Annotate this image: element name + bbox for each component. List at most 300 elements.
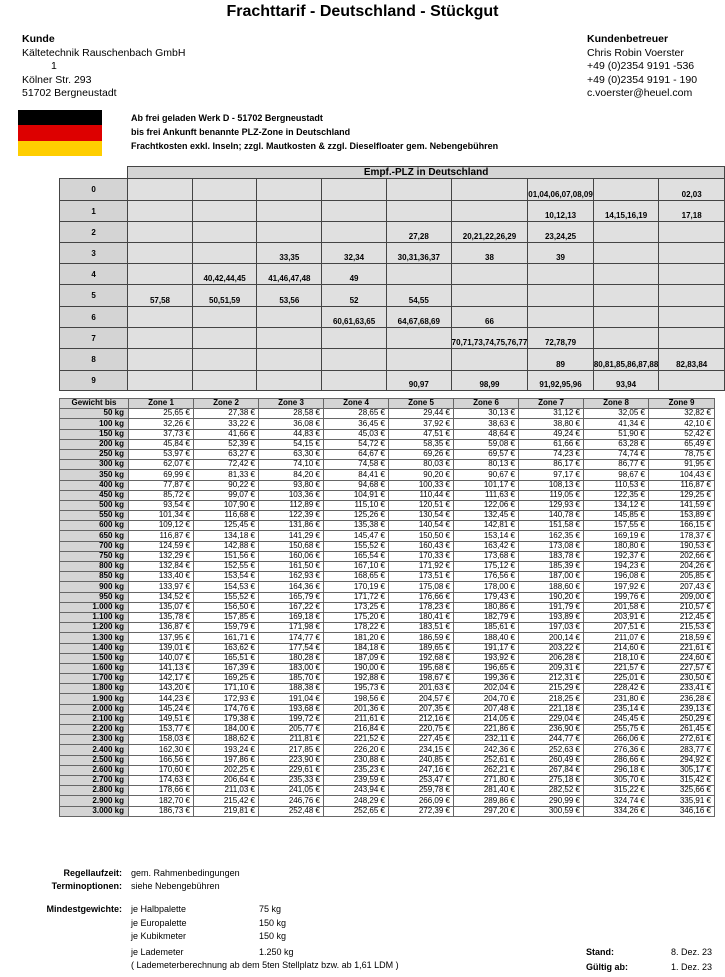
minimum-weights-label: Mindestgewichte: bbox=[46, 904, 122, 914]
price-cell: 160,06 € bbox=[259, 551, 324, 561]
plz-zone-cell: 66 bbox=[451, 307, 528, 328]
lademeter-note: ( Lademeterberechnung ab dem 5ten Stellplatz bzw. ab 1,61 LDM ) bbox=[131, 960, 399, 970]
price-cell: 180,80 € bbox=[584, 541, 649, 551]
plz-zone-cell bbox=[659, 222, 725, 243]
price-cell: 64,67 € bbox=[324, 449, 389, 459]
plz-zone-cell bbox=[659, 264, 725, 285]
table-row bbox=[60, 490, 715, 500]
price-cell: 233,41 € bbox=[649, 684, 715, 694]
min-weight-name: je Kubikmeter bbox=[131, 931, 187, 941]
table-row bbox=[60, 735, 715, 745]
price-cell: 198,67 € bbox=[389, 674, 454, 684]
price-cell: 141,13 € bbox=[129, 663, 194, 673]
weight-cell: 1.800 kg bbox=[60, 684, 129, 694]
price-cell: 150,50 € bbox=[389, 531, 454, 541]
plz-zone-cell bbox=[192, 307, 257, 328]
price-cell: 202,04 € bbox=[454, 684, 519, 694]
price-cell: 300,59 € bbox=[519, 806, 584, 816]
price-table bbox=[59, 398, 715, 817]
price-cell: 214,05 € bbox=[454, 714, 519, 724]
zone-column-header: Zone 8 bbox=[584, 399, 649, 409]
price-cell: 116,87 € bbox=[649, 480, 715, 490]
price-cell: 201,63 € bbox=[389, 684, 454, 694]
price-cell: 211,07 € bbox=[584, 633, 649, 643]
price-cell: 185,39 € bbox=[519, 562, 584, 572]
price-cell: 120,51 € bbox=[389, 500, 454, 510]
plz-prefix-label: 7 bbox=[60, 328, 128, 349]
price-cell: 174,77 € bbox=[259, 633, 324, 643]
plz-grid-header: Empf.-PLZ in Deutschland bbox=[128, 167, 725, 179]
price-cell: 86,17 € bbox=[519, 460, 584, 470]
price-cell: 32,26 € bbox=[129, 419, 194, 429]
price-cell: 229,61 € bbox=[259, 765, 324, 775]
weight-cell: 1.100 kg bbox=[60, 612, 129, 622]
table-row bbox=[60, 419, 715, 429]
price-cell: 74,23 € bbox=[519, 449, 584, 459]
price-cell: 207,35 € bbox=[389, 704, 454, 714]
price-cell: 133,97 € bbox=[129, 582, 194, 592]
price-cell: 193,68 € bbox=[259, 704, 324, 714]
price-cell: 153,54 € bbox=[194, 572, 259, 582]
price-cell: 235,23 € bbox=[324, 765, 389, 775]
price-cell: 38,80 € bbox=[519, 419, 584, 429]
price-cell: 243,94 € bbox=[324, 786, 389, 796]
price-cell: 165,54 € bbox=[324, 551, 389, 561]
price-cell: 289,86 € bbox=[454, 796, 519, 806]
price-cell: 171,98 € bbox=[259, 623, 324, 633]
price-cell: 69,57 € bbox=[454, 449, 519, 459]
price-cell: 174,63 € bbox=[129, 775, 194, 785]
price-cell: 232,11 € bbox=[454, 735, 519, 745]
price-cell: 187,09 € bbox=[324, 653, 389, 663]
price-cell: 72,42 € bbox=[194, 460, 259, 470]
customer-number: 1 bbox=[51, 60, 57, 72]
weight-cell: 1.700 kg bbox=[60, 674, 129, 684]
price-cell: 226,20 € bbox=[324, 745, 389, 755]
price-cell: 294,92 € bbox=[649, 755, 715, 765]
price-cell: 192,68 € bbox=[389, 653, 454, 663]
plz-zone-cell bbox=[451, 179, 528, 201]
plz-zone-cell bbox=[192, 243, 257, 264]
plz-zone-cell bbox=[659, 328, 725, 349]
price-cell: 324,74 € bbox=[584, 796, 649, 806]
price-cell: 150,68 € bbox=[259, 541, 324, 551]
price-cell: 98,67 € bbox=[584, 470, 649, 480]
min-weight-value: 75 kg bbox=[259, 904, 282, 914]
price-cell: 97,17 € bbox=[519, 470, 584, 480]
customer-street: Kölner Str. 293 bbox=[22, 73, 92, 86]
price-cell: 255,75 € bbox=[584, 725, 649, 735]
plz-zone-cell bbox=[451, 349, 528, 371]
price-cell: 173,68 € bbox=[454, 551, 519, 561]
price-cell: 140,07 € bbox=[129, 653, 194, 663]
plz-zone-cell: 89 bbox=[528, 349, 594, 371]
weight-cell: 2.200 kg bbox=[60, 725, 129, 735]
plz-grid-row bbox=[60, 371, 725, 391]
price-cell: 167,10 € bbox=[324, 562, 389, 572]
plz-prefix-label: 4 bbox=[60, 264, 128, 285]
price-cell: 219,81 € bbox=[194, 806, 259, 816]
weight-cell: 200 kg bbox=[60, 439, 129, 449]
price-cell: 252,48 € bbox=[259, 806, 324, 816]
price-cell: 195,73 € bbox=[324, 684, 389, 694]
price-cell: 62,07 € bbox=[129, 460, 194, 470]
price-cell: 145,24 € bbox=[129, 704, 194, 714]
plz-zone-cell bbox=[128, 243, 192, 264]
price-cell: 122,35 € bbox=[584, 490, 649, 500]
weight-cell: 2.100 kg bbox=[60, 714, 129, 724]
price-cell: 261,45 € bbox=[649, 725, 715, 735]
date-values bbox=[650, 945, 712, 974]
price-cell: 241,05 € bbox=[259, 786, 324, 796]
plz-zone-cell bbox=[192, 179, 257, 201]
price-cell: 132,45 € bbox=[454, 511, 519, 521]
weight-cell: 2.700 kg bbox=[60, 775, 129, 785]
price-cell: 175,12 € bbox=[454, 562, 519, 572]
plz-prefix-label: 2 bbox=[60, 222, 128, 243]
table-row bbox=[60, 602, 715, 612]
price-cell: 115,10 € bbox=[324, 500, 389, 510]
plz-zone-cell: 41,46,47,48 bbox=[257, 264, 322, 285]
price-cell: 122,39 € bbox=[259, 511, 324, 521]
price-cell: 101,17 € bbox=[454, 480, 519, 490]
price-cell: 116,68 € bbox=[194, 511, 259, 521]
price-cell: 44,83 € bbox=[259, 429, 324, 439]
price-cell: 37,73 € bbox=[129, 429, 194, 439]
price-cell: 140,54 € bbox=[389, 521, 454, 531]
plz-zone-cell: 50,51,59 bbox=[192, 285, 257, 307]
price-cell: 162,93 € bbox=[259, 572, 324, 582]
table-row bbox=[60, 674, 715, 684]
price-cell: 124,59 € bbox=[129, 541, 194, 551]
table-row bbox=[60, 755, 715, 765]
zone-column-header: Zone 3 bbox=[259, 399, 324, 409]
price-cell: 151,56 € bbox=[194, 551, 259, 561]
price-cell: 179,38 € bbox=[194, 714, 259, 724]
plz-zone-cell bbox=[659, 285, 725, 307]
price-cell: 205,85 € bbox=[649, 572, 715, 582]
price-cell: 93,54 € bbox=[129, 500, 194, 510]
price-cell: 63,27 € bbox=[194, 449, 259, 459]
table-row bbox=[60, 582, 715, 592]
plz-zone-cell bbox=[593, 179, 659, 201]
price-cell: 167,22 € bbox=[259, 602, 324, 612]
table-row bbox=[60, 725, 715, 735]
price-cell: 144,23 € bbox=[129, 694, 194, 704]
weight-cell: 350 kg bbox=[60, 470, 129, 480]
price-cell: 346,16 € bbox=[649, 806, 715, 816]
price-cell: 159,79 € bbox=[194, 623, 259, 633]
price-cell: 45,03 € bbox=[324, 429, 389, 439]
price-cell: 186,59 € bbox=[389, 633, 454, 643]
price-cell: 165,51 € bbox=[194, 653, 259, 663]
plz-zone-cell bbox=[192, 371, 257, 391]
plz-zone-cell: 52 bbox=[322, 285, 387, 307]
price-cell: 74,10 € bbox=[259, 460, 324, 470]
price-cell: 252,61 € bbox=[454, 755, 519, 765]
plz-zone-cell bbox=[257, 371, 322, 391]
price-cell: 134,52 € bbox=[129, 592, 194, 602]
price-cell: 178,22 € bbox=[324, 623, 389, 633]
price-cell: 180,28 € bbox=[259, 653, 324, 663]
price-cell: 218,25 € bbox=[519, 694, 584, 704]
price-cell: 236,90 € bbox=[519, 725, 584, 735]
price-cell: 142,81 € bbox=[454, 521, 519, 531]
price-cell: 212,31 € bbox=[519, 674, 584, 684]
price-cell: 125,26 € bbox=[324, 511, 389, 521]
table-row bbox=[60, 775, 715, 785]
price-cell: 178,00 € bbox=[454, 582, 519, 592]
price-cell: 180,41 € bbox=[389, 612, 454, 622]
price-cell: 49,24 € bbox=[519, 429, 584, 439]
price-cell: 206,28 € bbox=[519, 653, 584, 663]
price-cell: 38,63 € bbox=[454, 419, 519, 429]
plz-zone-cell bbox=[386, 179, 451, 201]
price-cell: 196,08 € bbox=[584, 572, 649, 582]
price-cell: 158,03 € bbox=[129, 735, 194, 745]
price-cell: 200,14 € bbox=[519, 633, 584, 643]
price-cell: 212,45 € bbox=[649, 612, 715, 622]
price-cell: 305,17 € bbox=[649, 765, 715, 775]
price-cell: 74,74 € bbox=[584, 449, 649, 459]
plz-zone-cell bbox=[128, 264, 192, 285]
plz-zone-cell bbox=[451, 201, 528, 222]
price-cell: 77,87 € bbox=[129, 480, 194, 490]
plz-zone-cell bbox=[128, 201, 192, 222]
plz-zone-cell bbox=[192, 349, 257, 371]
price-cell: 25,65 € bbox=[129, 409, 194, 419]
price-cell: 139,01 € bbox=[129, 643, 194, 653]
plz-zone-cell bbox=[257, 179, 322, 201]
price-cell: 207,48 € bbox=[454, 704, 519, 714]
price-cell: 129,25 € bbox=[649, 490, 715, 500]
plz-prefix-label: 6 bbox=[60, 307, 128, 328]
price-cell: 276,36 € bbox=[584, 745, 649, 755]
price-cell: 58,35 € bbox=[389, 439, 454, 449]
price-cell: 173,51 € bbox=[389, 572, 454, 582]
price-cell: 28,65 € bbox=[324, 409, 389, 419]
price-cell: 174,76 € bbox=[194, 704, 259, 714]
plz-zone-cell bbox=[322, 179, 387, 201]
price-cell: 109,12 € bbox=[129, 521, 194, 531]
table-row bbox=[60, 460, 715, 470]
plz-zone-cell: 14,15,16,19 bbox=[593, 201, 659, 222]
price-cell: 272,61 € bbox=[649, 735, 715, 745]
plz-grid-row bbox=[60, 179, 725, 201]
shipping-info bbox=[131, 111, 498, 153]
plz-grid-row bbox=[60, 264, 725, 285]
table-row bbox=[60, 745, 715, 755]
price-cell: 101,34 € bbox=[129, 511, 194, 521]
price-cell: 281,40 € bbox=[454, 786, 519, 796]
price-cell: 193,89 € bbox=[519, 612, 584, 622]
price-cell: 161,50 € bbox=[259, 562, 324, 572]
plz-zone-cell bbox=[528, 264, 594, 285]
zone-column-header: Zone 1 bbox=[129, 399, 194, 409]
table-row bbox=[60, 409, 715, 419]
price-cell: 224,60 € bbox=[649, 653, 715, 663]
zone-column-header: Zone 7 bbox=[519, 399, 584, 409]
price-cell: 173,08 € bbox=[519, 541, 584, 551]
price-cell: 122,06 € bbox=[454, 500, 519, 510]
table-row bbox=[60, 663, 715, 673]
price-cell: 250,29 € bbox=[649, 714, 715, 724]
price-cell: 86,77 € bbox=[584, 460, 649, 470]
price-cell: 165,79 € bbox=[259, 592, 324, 602]
price-cell: 93,80 € bbox=[259, 480, 324, 490]
table-row bbox=[60, 541, 715, 551]
price-cell: 155,52 € bbox=[324, 541, 389, 551]
price-cell: 177,54 € bbox=[259, 643, 324, 653]
price-cell: 162,30 € bbox=[129, 745, 194, 755]
price-cell: 153,77 € bbox=[129, 725, 194, 735]
zone-column-header: Zone 9 bbox=[649, 399, 715, 409]
table-row bbox=[60, 765, 715, 775]
table-row bbox=[60, 562, 715, 572]
price-cell: 65,49 € bbox=[649, 439, 715, 449]
price-cell: 236,28 € bbox=[649, 694, 715, 704]
price-cell: 203,91 € bbox=[584, 612, 649, 622]
price-cell: 29,44 € bbox=[389, 409, 454, 419]
price-cell: 80,03 € bbox=[389, 460, 454, 470]
table-row bbox=[60, 786, 715, 796]
price-cell: 176,66 € bbox=[389, 592, 454, 602]
price-cell: 33,22 € bbox=[194, 419, 259, 429]
table-row bbox=[60, 500, 715, 510]
price-cell: 215,53 € bbox=[649, 623, 715, 633]
price-cell: 221,86 € bbox=[454, 725, 519, 735]
plz-zone-cell: 54,55 bbox=[386, 285, 451, 307]
table-row bbox=[60, 704, 715, 714]
plz-zone-cell: 02,03 bbox=[659, 179, 725, 201]
price-cell: 197,86 € bbox=[194, 755, 259, 765]
price-cell: 170,33 € bbox=[389, 551, 454, 561]
weight-cell: 850 kg bbox=[60, 572, 129, 582]
plz-zone-cell bbox=[593, 328, 659, 349]
price-cell: 169,19 € bbox=[584, 531, 649, 541]
table-row bbox=[60, 572, 715, 582]
price-cell: 163,62 € bbox=[194, 643, 259, 653]
plz-zone-cell bbox=[386, 264, 451, 285]
price-cell: 192,88 € bbox=[324, 674, 389, 684]
price-cell: 135,38 € bbox=[324, 521, 389, 531]
price-cell: 132,29 € bbox=[129, 551, 194, 561]
zone-column-header: Zone 6 bbox=[454, 399, 519, 409]
price-cell: 209,31 € bbox=[519, 663, 584, 673]
price-cell: 180,86 € bbox=[454, 602, 519, 612]
price-cell: 315,22 € bbox=[584, 786, 649, 796]
table-row bbox=[60, 429, 715, 439]
weight-cell: 650 kg bbox=[60, 531, 129, 541]
price-cell: 221,52 € bbox=[324, 735, 389, 745]
price-cell: 137,95 € bbox=[129, 633, 194, 643]
weight-cell: 800 kg bbox=[60, 562, 129, 572]
plz-zone-cell bbox=[386, 201, 451, 222]
min-weight-name: je Lademeter bbox=[131, 947, 184, 957]
price-cell: 145,47 € bbox=[324, 531, 389, 541]
price-cell: 197,92 € bbox=[584, 582, 649, 592]
price-cell: 290,99 € bbox=[519, 796, 584, 806]
price-cell: 99,07 € bbox=[194, 490, 259, 500]
plz-zone-cell: 57,58 bbox=[128, 285, 192, 307]
weight-cell: 1.200 kg bbox=[60, 623, 129, 633]
info-line: bis frei Ankunft benannte PLZ-Zone in Deutschland bbox=[131, 127, 351, 137]
price-cell: 116,87 € bbox=[129, 531, 194, 541]
price-cell: 167,39 € bbox=[194, 663, 259, 673]
plz-zone-cell bbox=[192, 328, 257, 349]
flag-stripe-gold bbox=[18, 141, 102, 156]
valid-from-label: Gültig ab: bbox=[586, 961, 628, 972]
price-cell: 227,57 € bbox=[649, 663, 715, 673]
price-cell: 228,42 € bbox=[584, 684, 649, 694]
price-cell: 185,61 € bbox=[454, 623, 519, 633]
plz-zone-cell: 80,81,85,86,87,88 bbox=[593, 349, 659, 371]
flag-stripe-red bbox=[18, 125, 102, 140]
price-cell: 239,13 € bbox=[649, 704, 715, 714]
min-weight-value: 150 kg bbox=[259, 931, 287, 941]
plz-zone-cell: 53,56 bbox=[257, 285, 322, 307]
price-cell: 196,65 € bbox=[454, 663, 519, 673]
price-cell: 296,18 € bbox=[584, 765, 649, 775]
table-row bbox=[60, 653, 715, 663]
account-manager-name: Chris Robin Voerster bbox=[587, 46, 684, 59]
price-cell: 191,79 € bbox=[519, 602, 584, 612]
plz-prefix-label: 5 bbox=[60, 285, 128, 307]
weight-cell: 900 kg bbox=[60, 582, 129, 592]
plz-zone-cell bbox=[128, 307, 192, 328]
weight-cell: 450 kg bbox=[60, 490, 129, 500]
plz-prefix-label: 3 bbox=[60, 243, 128, 264]
price-cell: 202,25 € bbox=[194, 765, 259, 775]
plz-zone-cell: 72,78,79 bbox=[528, 328, 594, 349]
price-cell: 41,66 € bbox=[194, 429, 259, 439]
price-cell: 221,61 € bbox=[649, 643, 715, 653]
price-cell: 111,63 € bbox=[454, 490, 519, 500]
price-cell: 204,26 € bbox=[649, 562, 715, 572]
weight-cell: 1.500 kg bbox=[60, 653, 129, 663]
price-cell: 53,97 € bbox=[129, 449, 194, 459]
price-cell: 163,42 € bbox=[454, 541, 519, 551]
plz-zone-cell bbox=[128, 371, 192, 391]
price-cell: 52,39 € bbox=[194, 439, 259, 449]
price-cell: 164,36 € bbox=[259, 582, 324, 592]
plz-zone-cell: 10,12,13 bbox=[528, 201, 594, 222]
plz-zone-cell: 70,71,73,74,75,76,77 bbox=[451, 328, 528, 349]
price-cell: 94,68 € bbox=[324, 480, 389, 490]
plz-zone-cell bbox=[593, 222, 659, 243]
plz-zone-cell: 49 bbox=[322, 264, 387, 285]
zone-column-header: Zone 2 bbox=[194, 399, 259, 409]
price-cell: 246,76 € bbox=[259, 796, 324, 806]
plz-zone-cell bbox=[386, 349, 451, 371]
weight-cell: 150 kg bbox=[60, 429, 129, 439]
price-cell: 191,17 € bbox=[454, 643, 519, 653]
weight-cell: 2.600 kg bbox=[60, 765, 129, 775]
price-cell: 211,81 € bbox=[259, 735, 324, 745]
price-cell: 325,66 € bbox=[649, 786, 715, 796]
german-flag-icon bbox=[18, 110, 102, 156]
price-cell: 204,57 € bbox=[389, 694, 454, 704]
price-cell: 235,33 € bbox=[259, 775, 324, 785]
plz-zone-cell bbox=[257, 328, 322, 349]
table-row bbox=[60, 612, 715, 622]
price-cell: 262,21 € bbox=[454, 765, 519, 775]
plz-zone-cell bbox=[128, 328, 192, 349]
plz-zone-cell bbox=[192, 201, 257, 222]
plz-zone-cell: 82,83,84 bbox=[659, 349, 725, 371]
price-cell: 211,03 € bbox=[194, 786, 259, 796]
plz-zone-cell bbox=[528, 307, 594, 328]
